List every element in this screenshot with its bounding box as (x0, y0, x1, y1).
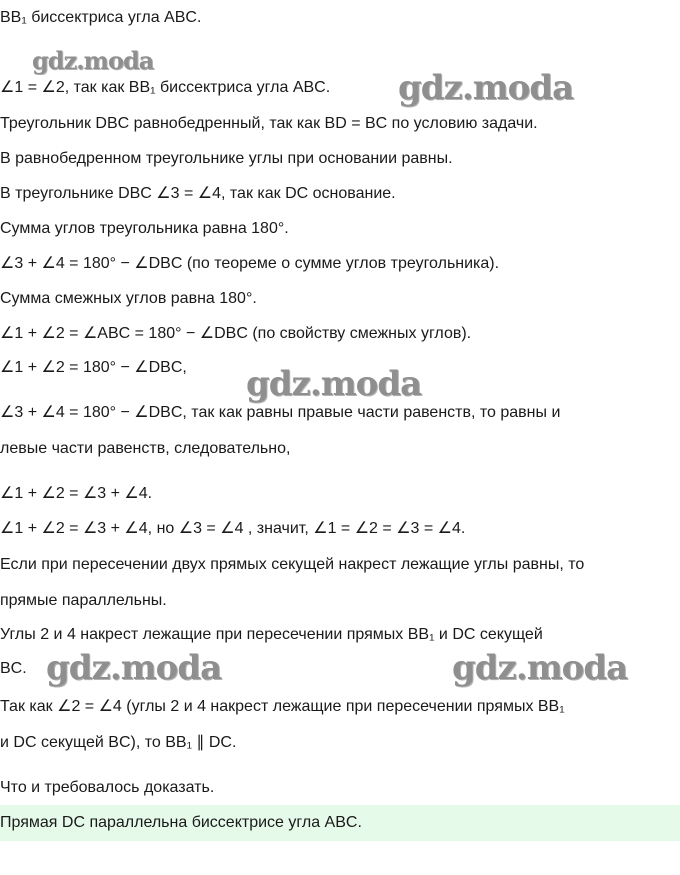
text-line-14: ∠1 + ∠2 = ∠3 + ∠4, но ∠3 = ∠4 , значит, ∠1 = ∠2 = ∠3 = ∠4. (0, 520, 466, 537)
text-line-5: В треугольнике DBC ∠3 = ∠4, так как DC основание. (0, 185, 396, 202)
text-line-16: прямые параллельны. (0, 592, 167, 609)
text-line-2: ∠1 = ∠2, так как BB₁ биссектриса угла ABC. (0, 79, 331, 96)
text-line-9: ∠1 + ∠2 = ∠ABC = 180° − ∠DBC (по свойству смежных углов). (0, 325, 472, 342)
watermark-logo: gdz.moda (32, 46, 154, 75)
text-line-4: В равнобедренном треугольнике углы при основании равны. (0, 150, 453, 167)
text-line-19: Так как ∠2 = ∠4 (углы 2 и 4 накрест лежащие при пересечении прямых BB₁ (0, 698, 565, 715)
text-line-12: левые части равенств, следовательно, (0, 440, 291, 457)
text-line-18: BC. (0, 660, 27, 677)
watermark-logo: gdz.moda (246, 364, 422, 404)
text-line-17: Углы 2 и 4 накрест лежащие при пересечении прямых BB₁ и DC секущей (0, 626, 543, 643)
text-line-1: BB₁ биссектриса угла ABC. (0, 9, 202, 26)
text-line-15: Если при пересечении двух прямых секущей накрест лежащие углы равны, то (0, 556, 585, 573)
text-line-10: ∠1 + ∠2 = 180° − ∠DBC, (0, 359, 187, 376)
text-line-6: Сумма углов треугольника равна 180°. (0, 220, 289, 237)
conclusion-text: Прямая DC параллельна биссектрисе угла ABC. (0, 814, 362, 831)
text-line-21: Что и требовалось доказать. (0, 779, 215, 796)
text-line-8: Сумма смежных углов равна 180°. (0, 290, 257, 307)
text-line-11: ∠3 + ∠4 = 180° − ∠DBC, так как равны правые части равенств, то равны и (0, 404, 561, 421)
text-line-13: ∠1 + ∠2 = ∠3 + ∠4. (0, 485, 153, 502)
text-line-7: ∠3 + ∠4 = 180° − ∠DBC (по теореме о сумме углов треугольника). (0, 255, 500, 272)
text-line-3: Треугольник DBC равнобедренный, так как BD = BC по условию задачи. (0, 115, 538, 132)
text-line-20: и DC секущей BC), то BB₁ ∥ DC. (0, 734, 237, 751)
watermark-logo: gdz.moda (452, 648, 628, 688)
watermark-logo: gdz.moda (46, 648, 222, 688)
watermark-logo: gdz.moda (398, 68, 574, 108)
